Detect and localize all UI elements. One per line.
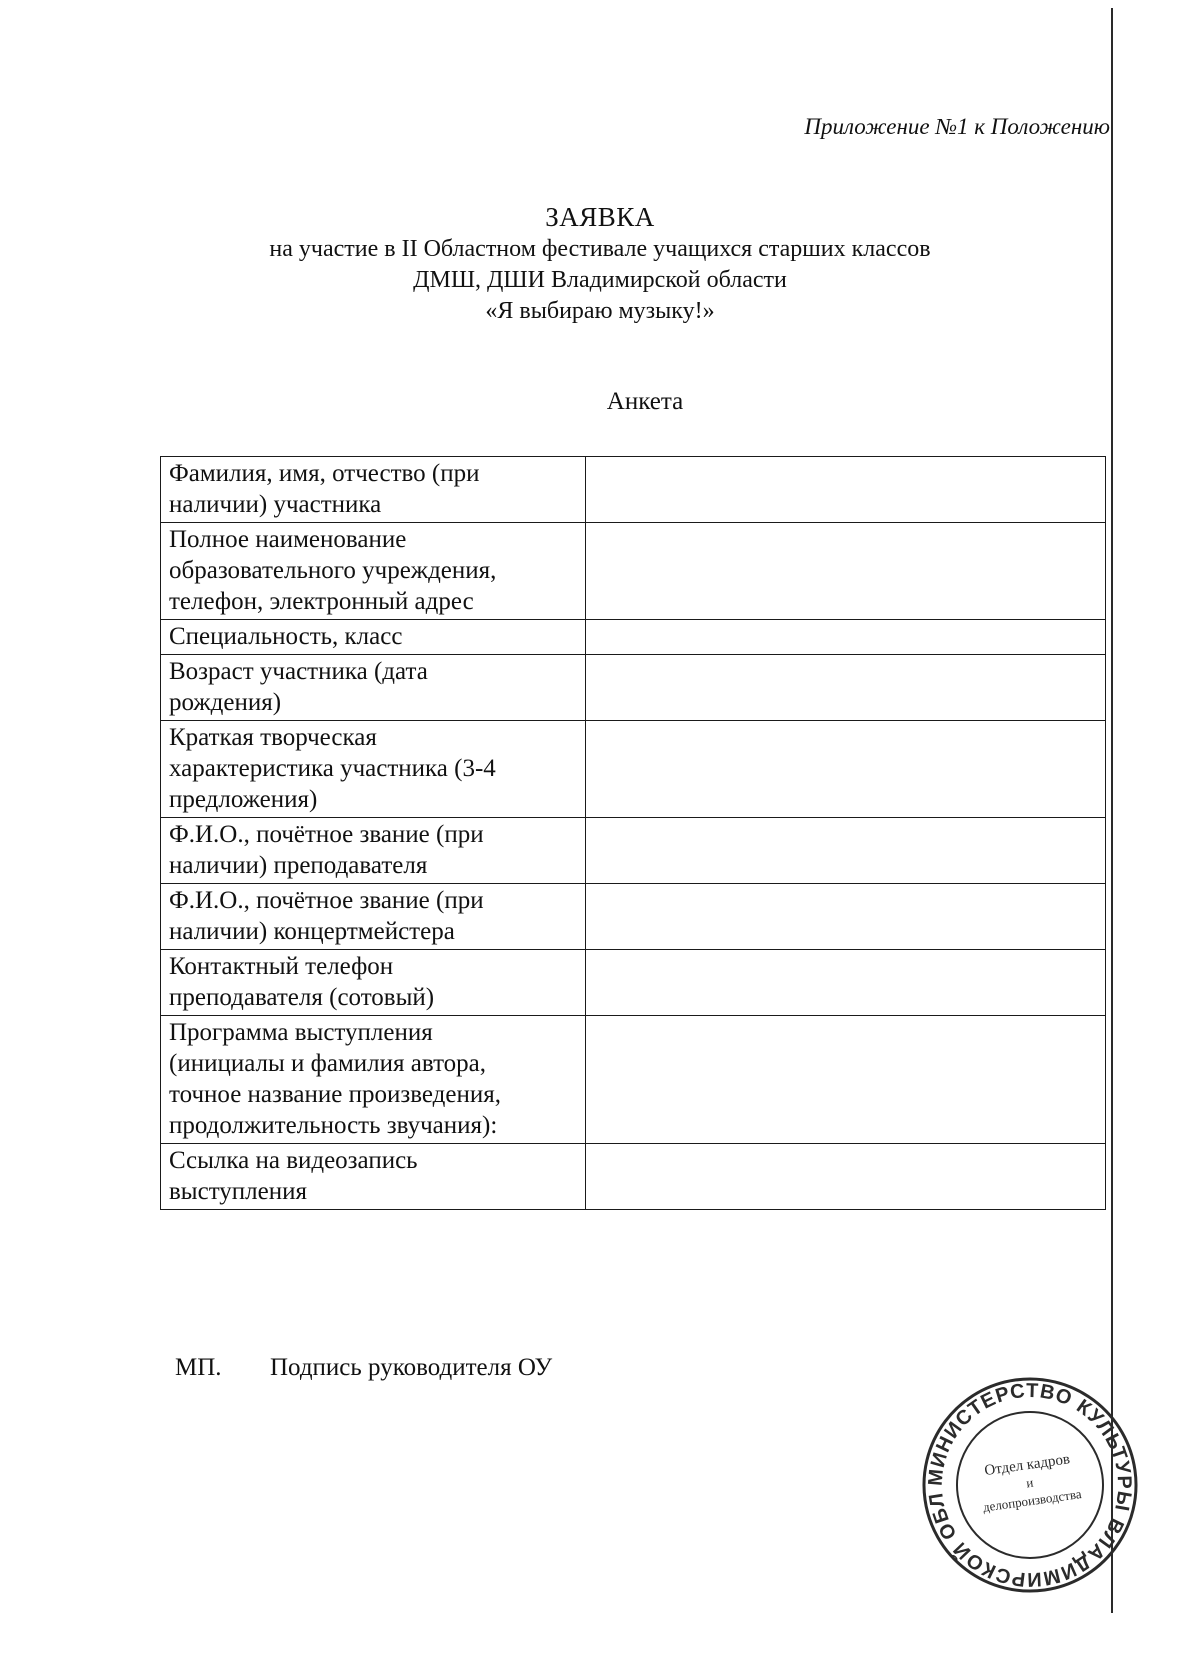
form-heading: Анкета [606,388,684,415]
signature-label: Подпись руководителя ОУ [270,1354,553,1381]
field-value[interactable] [586,655,1106,721]
field-value[interactable] [586,950,1106,1016]
stamp-ring-text: МИНИСТЕРСТВО КУЛЬТУРЫ ВЛАДИМИРСКОЙ ОБЛАСТИ [924,1379,1136,1591]
field-value[interactable] [586,1144,1106,1210]
application-form-table [160,456,1106,1210]
table-row [161,523,1106,620]
field-label: Контактный телефон преподавателя (сотовый) [161,950,586,1016]
field-label: Ф.И.О., почётное звание (при наличии) концертмейстера [161,884,586,950]
document-subtitle-line-3: «Я выбираю музыку!» [485,298,715,324]
field-label: Ссылка на видеозапись выступления [161,1144,586,1210]
table-row [161,655,1106,721]
document-header [150,200,1050,327]
document-title: ЗАЯВКА [545,202,655,232]
table-row [161,1016,1106,1144]
field-label: Ф.И.О., почётное звание (при наличии) преподавателя [161,818,586,884]
official-stamp [920,1375,1140,1595]
field-value[interactable] [586,818,1106,884]
stamp-center-line-3: делопроизводства [981,1486,1083,1515]
field-value[interactable] [586,620,1106,655]
field-value[interactable] [586,457,1106,523]
table-row [161,1144,1106,1210]
table-row [161,620,1106,655]
document-subtitle-line-2: ДМШ, ДШИ Владимирской области [413,267,787,293]
field-value[interactable] [586,884,1106,950]
appendix-note: Приложение №1 к Положению [804,114,1110,139]
table-row [161,457,1106,523]
field-label: Специальность, класс [161,620,586,655]
field-label: Фамилия, имя, отчество (при наличии) участника [161,457,586,523]
field-label: Полное наименование образовательного учреждения, телефон, электронный адрес [161,523,586,620]
seal-place-label: МП. [175,1354,222,1381]
field-value[interactable] [586,721,1106,818]
field-label: Программа выступления (инициалы и фамилия автора, точное название произведения, продолжительность звучания): [161,1016,586,1144]
document-subtitle-line-1: на участие в II Областном фестивале учащихся старших классов [269,236,931,262]
field-value[interactable] [586,1016,1106,1144]
table-row [161,818,1106,884]
signature-line [175,1354,552,1382]
stamp-center-line-2: и [1025,1474,1035,1491]
page-edge-line [1111,8,1113,1613]
field-label: Возраст участника (дата рождения) [161,655,586,721]
table-row [161,950,1106,1016]
field-value[interactable] [586,523,1106,620]
stamp-center-line-1: Отдел кадров [983,1451,1071,1480]
table-row [161,721,1106,818]
table-row [161,884,1106,950]
field-label: Краткая творческая характеристика участника (3-4 предложения) [161,721,586,818]
